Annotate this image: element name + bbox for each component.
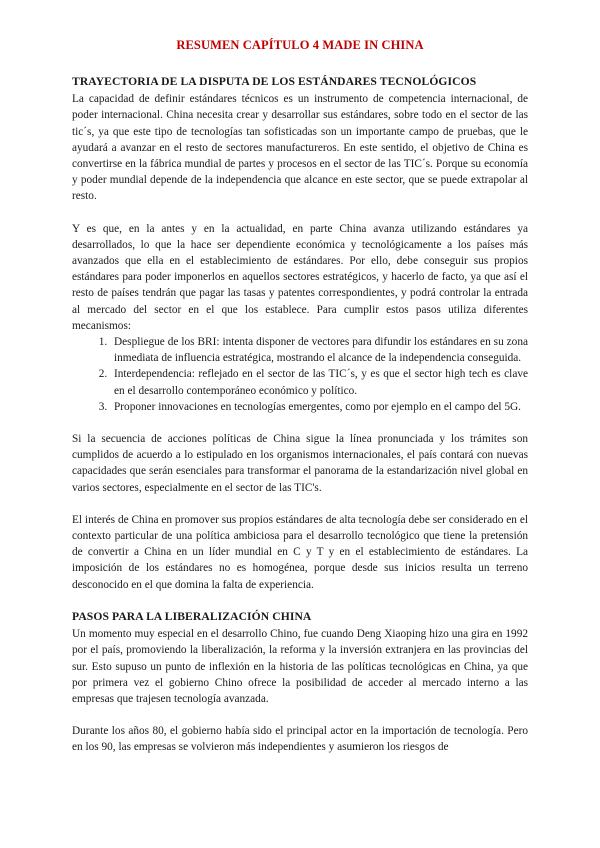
paragraph: Y es que, en la antes y en la actualidad, en parte China avanza utilizando estándares ya desarrollados, lo que la hace ser dependiente económica y tecnológicamente a los países más avanzados que ella en el establecimiento de estándares. Por ello, debe conseguir sus propios estándares para poder imponerlos en aquellos sectores estratégicos, y hacerlo de facto, ya que así el resto de países tendrán que pagar las tasas y patentes correspondientes, y podrá controlar la entrada al mercado del sector en el que los establece. Para cumplir estos pasos utiliza diferentes mecanismos: xyxy=(72,222,528,332)
section-heading-liberalizacion: PASOS PARA LA LIBERALIZACIÓN CHINA xyxy=(72,609,312,623)
mechanisms-list xyxy=(72,334,528,415)
paragraph: El interés de China en promover sus propios estándares de alta tecnología debe ser considerado en el contexto particular de una política ambiciosa para el desarrollo tecnológico que tiene la pretensión de convertir a China en un líder mundial en C y T y en el establecimiento de estándares. La imposición de los estándares no es homogénea, porque desde sus inicios resulta un terreno desconocido en el que domina la falta de experiencia. xyxy=(72,513,528,591)
paragraph: Un momento muy especial en el desarrollo Chino, fue cuando Deng Xiaoping hizo una gira en 1992 por el país, promoviendo la liberalización, la reforma y la inversión extranjera en las provincias del sur. Esto supuso un punto de inflexión en la historia de las políticas tecnológicas en China, ya que por primera vez el gobierno Chino ofrece la posibilidad de acceder al mercado interno a las empresas que trajesen tecnología avanzada. xyxy=(72,628,528,705)
paragraph: La capacidad de definir estándares técnicos es un instrumento de competencia internacional, de poder internacional. China necesita crear y desarrollar sus estándares, sobre todo en el sector de las tic´s, ya que este tipo de tecnologías tan sofisticadas son un importante campo de pruebas, que le ayudará a avanzar en el resto de sectores manufactureros. En este sentido, el objetivo de China es convertirse en la fábrica mundial de partes y procesos en el sector de las TIC´s. Porque su economía y poder mundial depende de la independencia que alcance en este sector, que se puede extrapolar al resto. xyxy=(72,93,528,203)
document-title: RESUMEN CAPÍTULO 4 MADE IN CHINA xyxy=(176,38,424,52)
list-item: 3. Proponer innovaciones en tecnologías emergentes, como por ejemplo en el campo del 5G. xyxy=(110,399,528,415)
paragraph: Durante los años 80, el gobierno había sido el principal actor en la importación de tecnología. Pero en los 90, las empresas se volvieron más independientes y asumieron los riesgos de xyxy=(72,725,528,754)
document-body xyxy=(72,74,528,756)
list-item: 2. Interdependencia: reflejado en el sector de las TIC´s, y es que el sector high tech es clave en el desarrollo contemporáneo económico y político. xyxy=(110,366,528,398)
section-heading-estandares: TRAYECTORIA DE LA DISPUTA DE LOS ESTÁNDARES TECNOLÓGICOS xyxy=(72,75,477,88)
list-item: 1. Despliegue de los BRI: intenta disponer de vectores para difundir los estándares en su zona inmediata de influencia estratégica, mostrando el alcance de la independencia conseguida. xyxy=(110,334,528,366)
paragraph: Si la secuencia de acciones políticas de China sigue la línea pronunciada y los trámites son cumplidos de acuerdo a lo estipulado en los organismos internacionales, el país contará con nuevas capacidades que serán esenciales para transformar el panorama de la estandarización nivel global en varios sectores, especialmente en el sector de las TIC's. xyxy=(72,433,528,494)
